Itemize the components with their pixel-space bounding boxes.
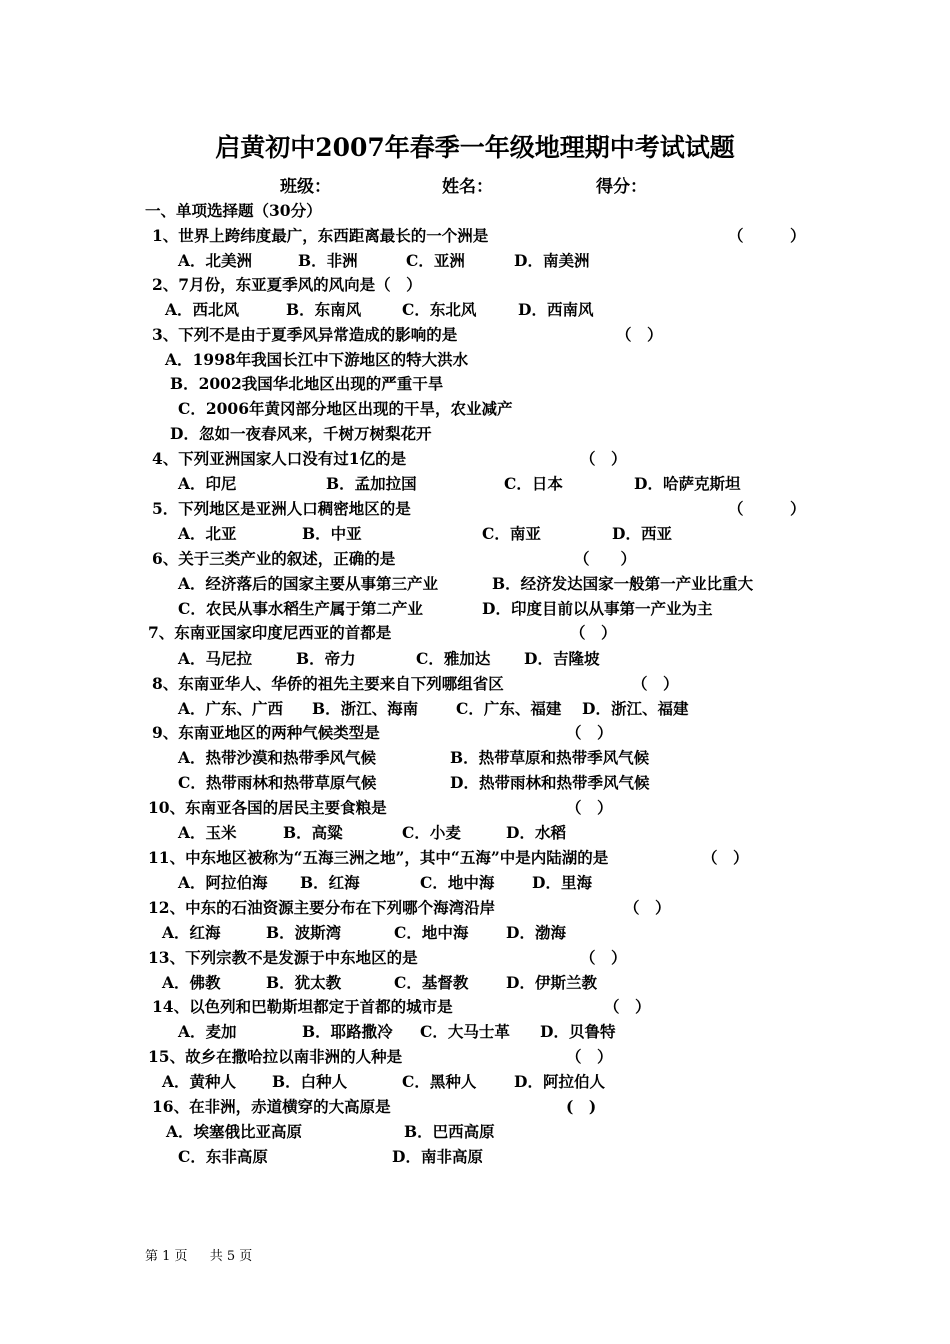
question-3-option-b: B．2002我国华北地区出现的严重干旱 [170,374,444,393]
section-title: 一、单项选择题（30分） [145,201,322,220]
question-6-stem: 6、关于三类产业的叙述，正确的是 [152,549,396,568]
question-2-stem: 2、7月份，东亚夏季风的风向是（ ） [152,275,422,294]
question-15-option-b: B．白种人 [272,1072,348,1091]
question-15-option-a: A．黄种人 [162,1072,237,1091]
question-16-stem: 16、在非洲，赤道横穿的大高原是 [152,1097,391,1116]
question-14-option-b: B．耶路撒冷 [302,1022,393,1041]
question-1-option-d: D．南美洲 [514,251,590,270]
question-7-stem: 7、东南亚国家印度尼西亚的首都是 [148,623,392,642]
question-8-option-d: D．浙江、福建 [582,699,689,718]
question-15-stem: 15、故乡在撒哈拉以南非洲的人种是 [148,1047,403,1066]
question-6-option-c: C．农民从事水稻生产属于第二产业 [178,599,423,618]
question-16-option-b: B．巴西高原 [404,1122,495,1141]
question-9-option-d: D．热带雨林和热带季风气候 [450,773,650,792]
question-1-option-c: C．亚洲 [406,251,465,270]
question-13-option-c: C．基督教 [394,973,469,992]
question-2-option-d: D．西南风 [518,300,594,319]
question-7-option-b: B．帝力 [296,649,356,668]
question-9-option-a: A．热带沙漠和热带季风气候 [178,748,377,767]
question-6-answer-blank: （ ） [574,549,637,568]
question-14-option-c: C．大马士革 [420,1022,510,1041]
question-5-option-c: C．南亚 [482,524,541,543]
question-8-option-a: A．广东、广西 [178,699,284,718]
question-14-option-d: D．贝鲁特 [540,1022,616,1041]
question-15-option-d: D．阿拉伯人 [514,1072,605,1091]
question-5-option-b: B．中亚 [302,524,362,543]
question-3-option-d: D．忽如一夜春风来，千树万树梨花开 [170,424,432,443]
question-11-stem: 11、中东地区被称为“五海三洲之地”，其中“五海”中是内陆湖的是 [148,848,609,867]
question-3-option-a: A．1998年我国长江中下游地区的特大洪水 [165,350,469,369]
question-16-answer-blank: ( ) [566,1097,597,1116]
question-11-option-d: D．里海 [532,873,592,892]
question-12-stem: 12、中东的石油资源主要分布在下列哪个海湾沿岸 [148,898,496,917]
question-14-answer-blank: （ ） [604,997,651,1016]
page-footer [145,1248,270,1266]
question-11-option-b: B．红海 [300,873,360,892]
question-15-option-c: C．黑种人 [402,1072,477,1091]
question-6-option-b: B．经济发达国家一般第一产业比重大 [492,574,754,593]
class-label: 班级： [280,177,331,197]
question-5-option-d: D．西亚 [612,524,672,543]
question-2-option-b: B．东南风 [286,300,362,319]
question-3-stem: 3、下列不是由于夏季风异常造成的影响的是 [152,325,458,344]
question-4-stem: 4、下列亚洲国家人口没有过1亿的是 [152,449,407,468]
question-8-option-b: B．浙江、海南 [312,699,419,718]
question-12-option-d: D．渤海 [506,923,566,942]
question-1-stem: 1、世界上跨纬度最广，东西距离最长的一个洲是 [152,226,489,245]
question-1-option-a: A．北美洲 [178,251,253,270]
question-10-option-a: A．玉米 [178,823,237,842]
question-14-option-a: A．麦加 [178,1022,237,1041]
question-7-option-d: D．吉隆坡 [524,649,600,668]
question-6-option-d: D．印度目前以从事第一产业为主 [482,599,713,618]
question-7-option-a: A．马尼拉 [178,649,253,668]
question-8-option-c: C．广东、福建 [456,699,562,718]
question-10-option-c: C．小麦 [402,823,461,842]
question-2-option-a: A．西北风 [165,300,240,319]
question-8-stem: 8、东南亚华人、华侨的祖先主要来自下列哪组省区 [152,674,504,693]
question-12-option-a: A．红海 [162,923,221,942]
question-13-option-a: A．佛教 [162,973,221,992]
exam-title: 启黄初中2007年春季一年级地理期中考试试题 [215,133,735,162]
question-12-option-c: C．地中海 [394,923,469,942]
question-1-option-b: B．非洲 [298,251,358,270]
question-12-option-b: B．波斯湾 [266,923,342,942]
question-16-option-c: C．东非高原 [178,1147,268,1166]
question-16-option-a: A．埃塞俄比亚高原 [166,1122,303,1141]
page-total: 共 5 页 [209,1249,253,1264]
name-label: 姓名： [442,177,493,197]
question-4-option-c: C．日本 [504,474,563,493]
question-11-option-c: C．地中海 [420,873,495,892]
question-13-stem: 13、下列宗教不是发源于中东地区的是 [148,948,418,967]
question-10-option-b: B．高粱 [283,823,343,842]
question-4-option-a: A．印尼 [178,474,237,493]
question-16-option-d: D．南非高原 [392,1147,483,1166]
question-5-stem: 5．下列地区是亚洲人口稠密地区的是 [152,499,411,518]
question-9-option-c: C．热带雨林和热带草原气候 [178,773,377,792]
question-9-answer-blank: （ ） [566,723,613,742]
question-1-answer-blank: （ ） [728,226,806,245]
question-6-option-a: A．经济落后的国家主要从事第三产业 [178,574,439,593]
question-7-option-c: C．雅加达 [416,649,491,668]
question-7-answer-blank: （ ） [570,623,617,642]
question-11-option-a: A．阿拉伯海 [178,873,268,892]
question-10-option-d: D．水稻 [506,823,566,842]
question-8-answer-blank: （ ） [632,674,679,693]
question-15-answer-blank: （ ） [566,1047,613,1066]
question-3-option-c: C．2006年黄冈部分地区出现的干旱，农业减产 [178,399,513,418]
question-9-stem: 9、东南亚地区的两种气候类型是 [152,723,380,742]
question-10-answer-blank: （ ） [566,798,613,817]
question-11-answer-blank: （ ） [702,848,749,867]
question-9-option-b: B．热带草原和热带季风气候 [450,748,650,767]
question-12-answer-blank: （ ） [624,898,671,917]
question-4-answer-blank: （ ） [580,449,627,468]
question-13-option-d: D．伊斯兰教 [506,973,597,992]
question-5-option-a: A．北亚 [178,524,237,543]
question-5-answer-blank: （ ） [728,499,806,518]
question-13-answer-blank: （ ） [580,948,627,967]
question-14-stem: 14、以色列和巴勒斯坦都定于首都的城市是 [152,997,453,1016]
question-4-option-b: B．孟加拉国 [326,474,417,493]
question-3-answer-blank: （ ） [616,325,663,344]
page-number: 第 1 页 [145,1249,188,1264]
question-4-option-d: D．哈萨克斯坦 [634,474,741,493]
question-10-stem: 10、东南亚各国的居民主要食粮是 [148,798,387,817]
question-2-option-c: C．东北风 [402,300,477,319]
score-label: 得分： [596,177,647,197]
question-13-option-b: B．犹太教 [266,973,342,992]
